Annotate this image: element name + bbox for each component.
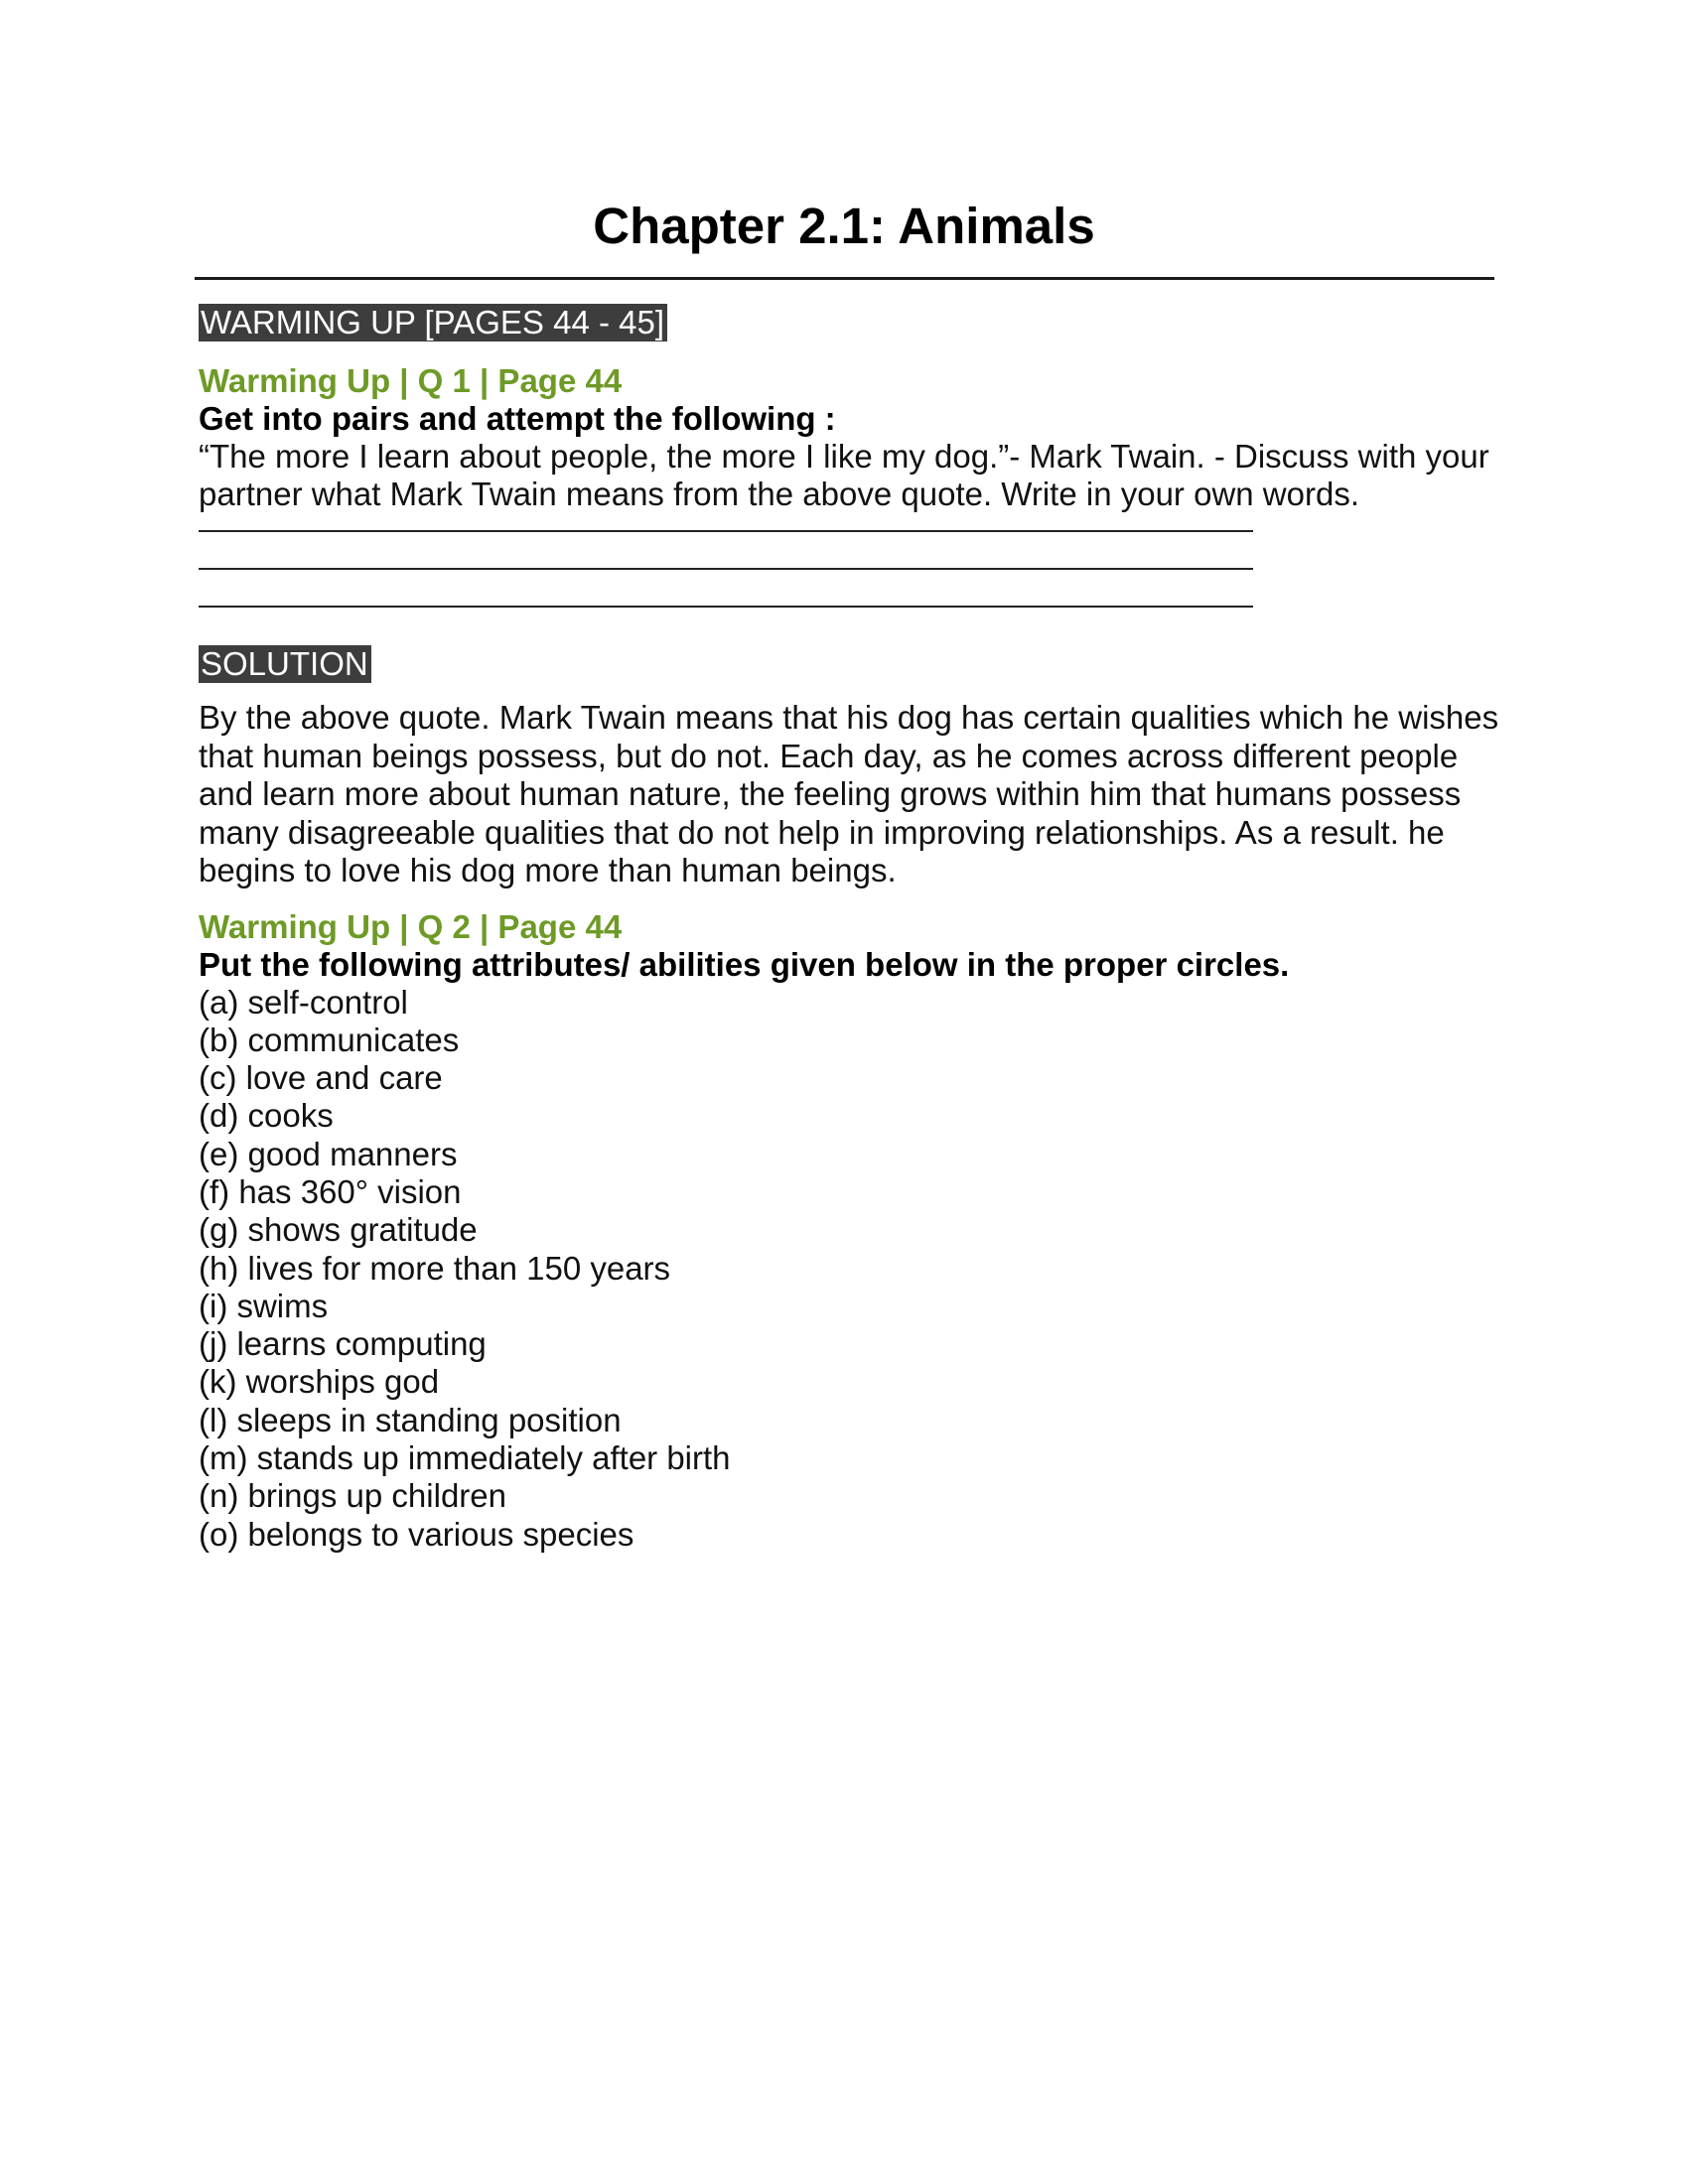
attribute-item: (m) stands up immediately after birth bbox=[199, 1439, 731, 1477]
page-content bbox=[199, 304, 1509, 1554]
attribute-item: (d) cooks bbox=[199, 1097, 334, 1135]
question-2 bbox=[199, 908, 1509, 1554]
attribute-item: (i) swims bbox=[199, 1287, 329, 1324]
attribute-item: (g) shows gratitude bbox=[199, 1211, 478, 1249]
attribute-item: (j) learns computing bbox=[199, 1325, 487, 1363]
question-2-prompt: Put the following attributes/ abilities given below in the proper circles. bbox=[199, 945, 1290, 983]
section-banner: WARMING UP [PAGES 44 - 45] bbox=[199, 304, 667, 341]
question-1-reference: Warming Up | Q 1 | Page 44 bbox=[199, 362, 623, 399]
answer-line bbox=[199, 568, 1253, 606]
question-1-prompt: Get into pairs and attempt the following : bbox=[199, 400, 836, 437]
attribute-item: (e) good manners bbox=[199, 1135, 458, 1172]
answer-line bbox=[199, 530, 1253, 568]
attribute-list bbox=[199, 984, 1509, 1554]
question-2-reference: Warming Up | Q 2 | Page 44 bbox=[199, 907, 623, 945]
attribute-item: (n) brings up children bbox=[199, 1477, 506, 1515]
answer-line bbox=[199, 606, 1253, 608]
attribute-item: (h) lives for more than 150 years bbox=[199, 1249, 671, 1287]
answer-lines bbox=[199, 530, 1253, 608]
attribute-item: (b) communicates bbox=[199, 1021, 460, 1058]
question-1 bbox=[199, 362, 1509, 608]
attribute-item: (l) sleeps in standing position bbox=[199, 1401, 622, 1438]
solution-banner: SOLUTION bbox=[199, 645, 371, 683]
attribute-item: (k) worships god bbox=[199, 1363, 440, 1401]
solution-text: By the above quote. Mark Twain means that his dog has certain qualities which he wishes that human beings possess, but do not. Each day, as he comes across different people and learn more about human nature, the feeling grows within him that humans possess many disagreeable qualities that do not help in improving relationships. As a result. he begins to love his dog more than human beings. bbox=[199, 699, 1499, 888]
attribute-item: (a) self-control bbox=[199, 983, 408, 1021]
chapter-title: Chapter 2.1: Animals bbox=[593, 198, 1095, 254]
section-warming-up bbox=[199, 304, 1509, 341]
title-divider bbox=[195, 277, 1494, 280]
attribute-item: (c) love and care bbox=[199, 1059, 443, 1097]
solution-block bbox=[199, 645, 1509, 890]
attribute-item: (f) has 360° vision bbox=[199, 1172, 462, 1210]
question-1-text: “The more I learn about people, the more I like my dog.”- Mark Twain. - Discuss with your partner what Mark Twain means from the above quote. Write in your own words. bbox=[199, 438, 1489, 512]
attribute-item: (o) belongs to various species bbox=[199, 1515, 634, 1553]
